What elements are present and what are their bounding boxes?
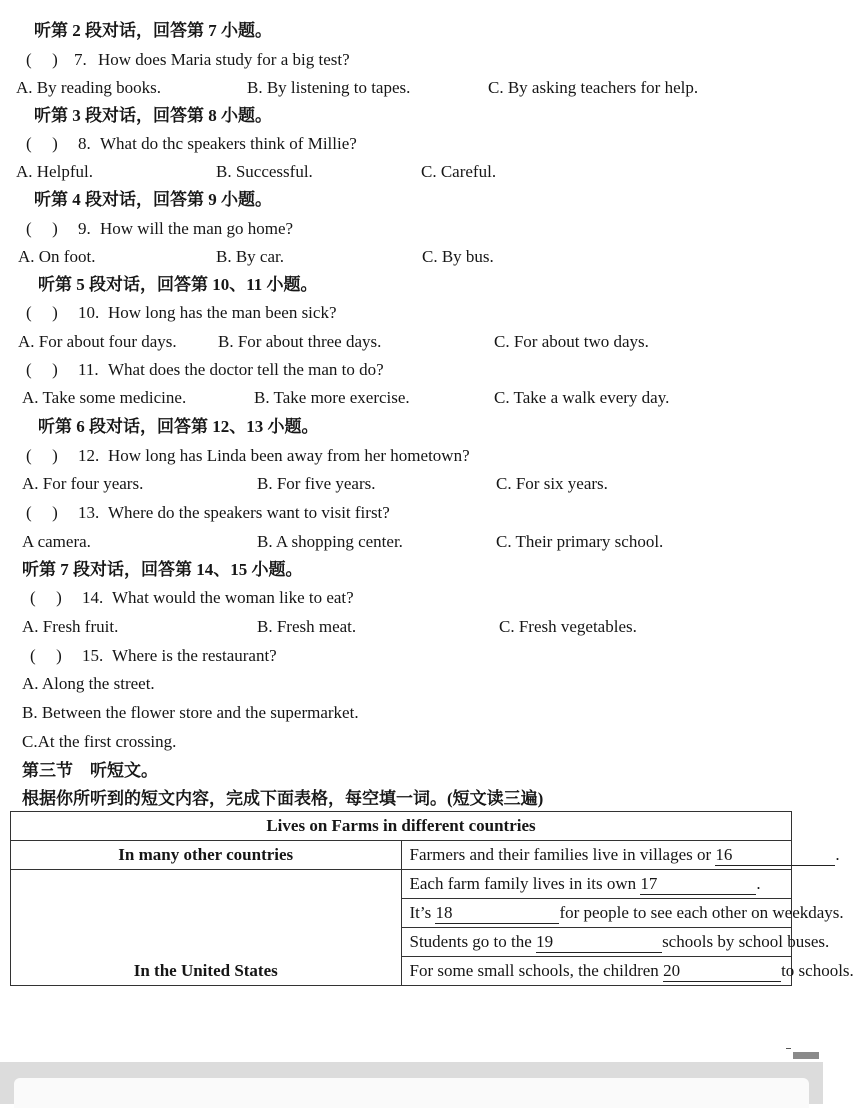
option-a: A. On foot.	[18, 247, 96, 266]
option-c: C. For six years.	[496, 474, 608, 493]
option-a: A camera.	[22, 532, 91, 551]
option-a: A. For about four days.	[18, 332, 177, 351]
question-15-option-b-line	[0, 699, 823, 727]
cell-text: Students go to the	[409, 931, 532, 951]
question-7-number: 7.	[74, 50, 87, 69]
cell-text: to schools.	[781, 960, 854, 980]
blank-number: 17	[640, 873, 658, 893]
option-a: A. Helpful.	[16, 162, 93, 181]
option-c: C. Their primary school.	[496, 532, 664, 551]
section3-header-line	[0, 757, 823, 785]
question-9	[0, 215, 823, 243]
option-c: C. Careful.	[421, 162, 497, 181]
cell-text: for people to see each other on weekdays.	[559, 902, 844, 922]
part7-header-line	[0, 556, 823, 584]
answer-paren: ( )	[30, 588, 62, 607]
cell-text: Farmers and their families live in villages or	[409, 844, 712, 864]
blank-number: 16	[715, 844, 733, 864]
cell-text: schools by school buses.	[662, 931, 830, 951]
question-15-option-c-line	[0, 728, 823, 756]
option-a: A. Along the street.	[22, 674, 155, 693]
question-7	[0, 46, 823, 74]
answer-paren: ( )	[30, 646, 62, 665]
question-13	[0, 499, 823, 527]
question-10-text: How long has the man been sick?	[108, 303, 337, 322]
table-cell-18	[401, 899, 844, 928]
question-15-option-a-line	[0, 670, 823, 698]
option-a: A. Fresh fruit.	[22, 617, 119, 636]
question-9-options	[0, 243, 823, 271]
question-15	[0, 642, 823, 670]
table-title: Lives on Farms in different countries	[11, 812, 792, 841]
question-15-text: Where is the restaurant?	[112, 646, 277, 665]
option-c: C. By asking teachers for help.	[488, 78, 699, 97]
qr-code-icon	[793, 1052, 819, 1059]
answer-paren: ( )	[26, 360, 58, 379]
blank-number: 19	[536, 931, 554, 951]
next-page-card[interactable]	[14, 1078, 809, 1108]
scan-mark	[786, 1048, 791, 1049]
part2-header: 听第 2 段对话，回答第 7 小题。	[34, 21, 272, 40]
question-12-options	[0, 470, 823, 498]
question-14-text: What would the woman like to eat?	[112, 588, 354, 607]
blank-17[interactable]	[640, 874, 756, 895]
option-b: B. Take more exercise.	[254, 388, 410, 407]
option-b: B. Fresh meat.	[257, 617, 357, 636]
option-a: A. Take some medicine.	[22, 388, 187, 407]
question-11-text: What does the doctor tell the man to do?	[108, 360, 384, 379]
question-7-options	[0, 74, 823, 102]
question-10-options	[0, 328, 823, 356]
blank-number: 18	[435, 902, 453, 922]
part4-header: 听第 4 段对话，回答第 9 小题。	[34, 190, 272, 209]
question-8	[0, 130, 823, 158]
question-12	[0, 442, 823, 470]
question-14	[0, 584, 823, 612]
part3-header-line	[0, 102, 823, 130]
part6-header: 听第 6 段对话，回答第 12、13 小题。	[38, 417, 319, 436]
question-9-number: 9.	[78, 219, 91, 238]
question-11-number: 11.	[78, 360, 99, 379]
option-b: B. By car.	[216, 247, 284, 266]
farm-life-table	[10, 811, 854, 986]
option-c: C. For about two days.	[494, 332, 649, 351]
part6-header-line	[0, 413, 823, 441]
part5-header: 听第 5 段对话，回答第 10、11 小题。	[38, 275, 318, 294]
answer-paren: ( )	[26, 446, 58, 465]
table-cell-17	[401, 870, 792, 899]
question-13-number: 13.	[78, 503, 100, 522]
answer-paren: ( )	[26, 134, 58, 153]
option-c: C. By bus.	[422, 247, 494, 266]
option-b: B. Between the flower store and the supermarket.	[22, 703, 359, 722]
instruction-line	[0, 785, 823, 813]
question-10-number: 10.	[78, 303, 100, 322]
question-10	[0, 299, 823, 327]
option-a: A. For four years.	[22, 474, 144, 493]
part5-header-line	[0, 271, 823, 299]
answer-paren: ( )	[26, 50, 58, 69]
answer-paren: ( )	[26, 303, 58, 322]
question-14-number: 14.	[82, 588, 104, 607]
part2-header-line	[0, 17, 823, 45]
option-c: C.At the first crossing.	[22, 732, 177, 751]
table-row	[11, 841, 792, 870]
option-b: B. Successful.	[216, 162, 313, 181]
blank-18[interactable]	[435, 903, 559, 924]
option-b: B. By listening to tapes.	[247, 78, 411, 97]
question-13-options	[0, 528, 823, 556]
question-11	[0, 356, 823, 384]
question-7-text: How does Maria study for a big test?	[98, 50, 350, 69]
row-label-united-states: In the United States	[11, 870, 402, 986]
table-row	[11, 870, 792, 899]
option-a: A. By reading books.	[16, 78, 161, 97]
answer-paren: ( )	[26, 503, 58, 522]
question-14-options	[0, 613, 823, 641]
question-12-number: 12.	[78, 446, 100, 465]
question-8-number: 8.	[78, 134, 91, 153]
question-12-text: How long has Linda been away from her hometown?	[108, 446, 470, 465]
option-b: B. For about three days.	[218, 332, 382, 351]
question-15-number: 15.	[82, 646, 104, 665]
row-label-other-countries: In many other countries	[11, 841, 402, 870]
option-c: C. Take a walk every day.	[494, 388, 670, 407]
question-9-text: How will the man go home?	[100, 219, 294, 238]
blank-19[interactable]	[536, 932, 662, 953]
part7-header: 听第 7 段对话，回答第 14、15 小题。	[22, 560, 303, 579]
part4-header-line	[0, 186, 823, 214]
instruction-text: 根据你所听到的短文内容，完成下面表格，每空填一词。(短文读三遍)	[22, 789, 544, 808]
blank-20[interactable]	[663, 961, 781, 982]
table-cell-19	[401, 928, 830, 957]
cell-text: For some small schools, the children	[409, 960, 659, 980]
question-13-text: Where do the speakers want to visit first?	[108, 503, 390, 522]
question-11-options	[0, 384, 823, 412]
question-8-text: What do thc speakers think of Millie?	[100, 134, 357, 153]
section3-header: 第三节 听短文。	[22, 761, 158, 780]
table-cell-20	[401, 957, 854, 986]
blank-16[interactable]	[715, 845, 835, 866]
cell-text: .	[835, 844, 840, 864]
table-header-row	[11, 812, 792, 841]
question-8-options	[0, 158, 823, 186]
option-b: B. A shopping center.	[257, 532, 403, 551]
viewer-footer	[0, 1062, 823, 1104]
table-cell-16	[401, 841, 840, 870]
answer-paren: ( )	[26, 219, 58, 238]
option-b: B. For five years.	[257, 474, 376, 493]
option-c: C. Fresh vegetables.	[499, 617, 637, 636]
cell-text: .	[756, 873, 761, 893]
part3-header: 听第 3 段对话，回答第 8 小题。	[34, 106, 272, 125]
blank-number: 20	[663, 960, 681, 980]
cell-text: It’s	[409, 902, 432, 922]
cell-text: Each farm family lives in its own	[409, 873, 637, 893]
